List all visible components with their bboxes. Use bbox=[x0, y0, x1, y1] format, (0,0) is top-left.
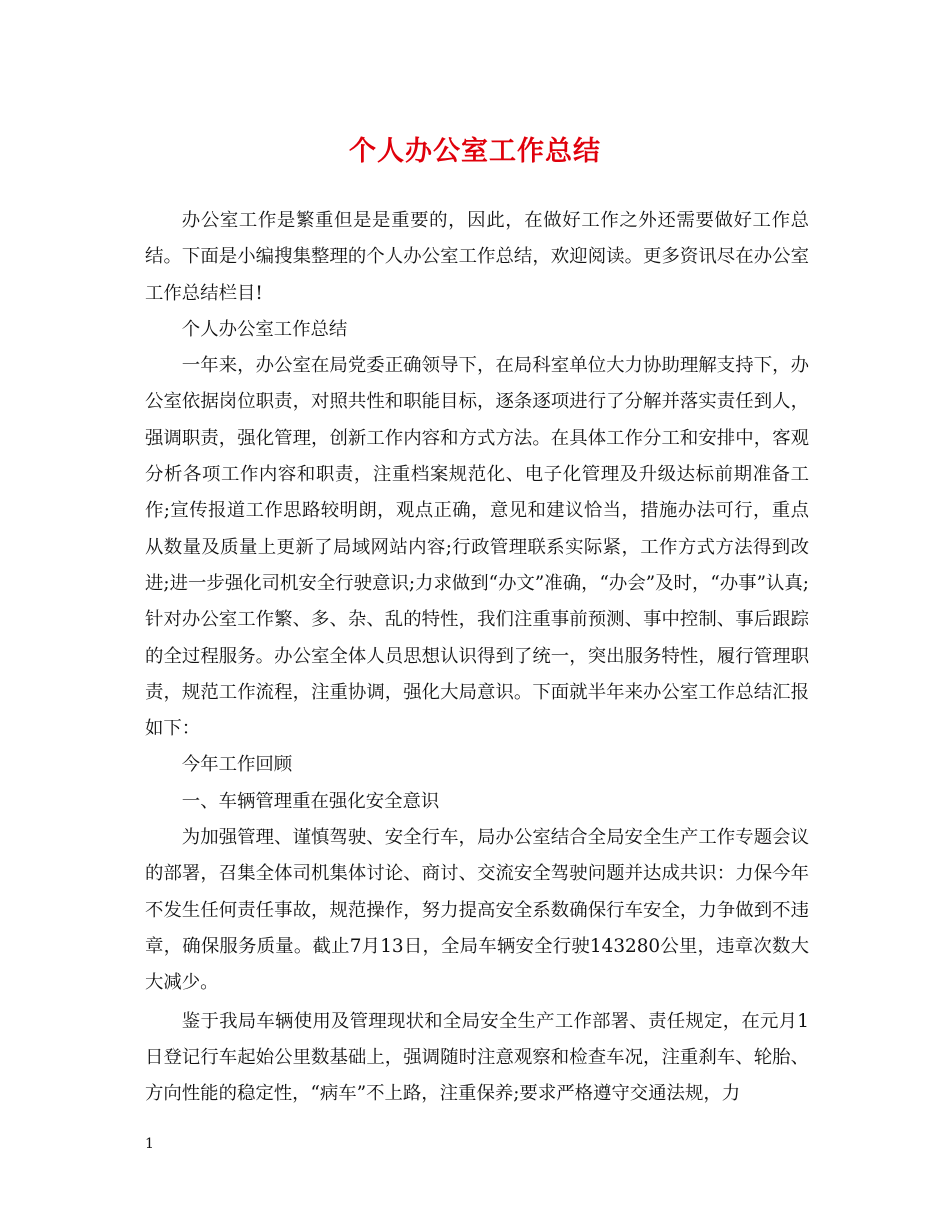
section-heading-review: 今年工作回顾 bbox=[181, 754, 293, 776]
page-number: 1 bbox=[145, 1136, 154, 1152]
subtitle-paragraph: 个人办公室工作总结 bbox=[181, 318, 348, 340]
document-body bbox=[145, 203, 809, 1112]
vehicle-paragraph-2: 鉴于我局车辆使用及管理现状和全局安全生产工作部署、责任规定，在元月1日登记行车起始公里数基础上，强调随时注意观察和检查车况，注重刹车、轮胎、方向性能的稳定性，“病车”不上路，注重保养;要求严格遵守交通法规，力 bbox=[145, 1010, 809, 1105]
vehicle-paragraph-1: 为加强管理、谨慎驾驶、安全行车，局办公室结合全局安全生产工作专题会议的部署，召集全体司机集体讨论、商讨、交流安全驾驶问题并达成共识：力保今年不发生任何责任事故，规范操作，努力提高安全系数确保行车安全，力争做到不违章，确保服务质量。截止7月13日，全局车辆安全行驶143280公里，违章次数大大减少。 bbox=[145, 827, 809, 994]
document-title: 个人办公室工作总结 bbox=[349, 136, 601, 167]
section-heading-vehicle: 一、车辆管理重在强化安全意识 bbox=[181, 790, 440, 812]
intro-paragraph: 办公室工作是繁重但是是重要的，因此，在做好工作之外还需要做好工作总结。下面是小编搜集整理的个人办公室工作总结，欢迎阅读。更多资讯尽在办公室工作总结栏目! bbox=[145, 210, 809, 304]
summary-paragraph: 一年来，办公室在局党委正确领导下，在局科室单位大力协助理解支持下，办公室依据岗位职责，对照共性和职能目标，逐条逐项进行了分解并落实责任到人，强调职责，强化管理，创新工作内容和方式方法。在具体工作分工和安排中，客观分析各项工作内容和职责，注重档案规范化、电子化管理及升级达标前期准备工作;宣传报道工作思路较明朗，观点正确，意见和建议恰当，措施办法可行，重点从数量及质量上更新了局域网站内容;行政管理联系实际紧，工作方式方法得到改进;进一步强化司机安全行驶意识;力求做到“办文”准确，“办会”及时，“办事”认真;针对办公室工作繁、多、杂、乱的特性，我们注重事前预测、事中控制、事后跟踪的全过程服务。办公室全体人员思想认识得到了统一，突出服务特性，履行管理职责，规范工作流程，注重协调，强化大局意识。下面就半年来办公室工作总结汇报如下： bbox=[145, 355, 809, 740]
